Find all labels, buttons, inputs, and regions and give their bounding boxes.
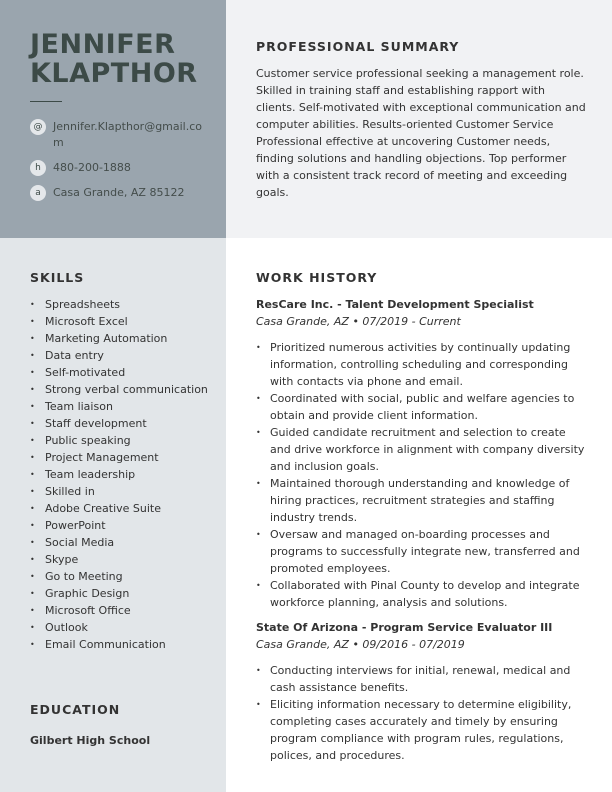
skill-item: • Graphic Design xyxy=(30,585,210,602)
phone-icon: h xyxy=(30,160,46,176)
job-bullets xyxy=(256,339,586,611)
address-text: Casa Grande, AZ 85122 xyxy=(53,186,185,199)
first-name: JENNIFER xyxy=(30,29,176,60)
skill-item: • Public speaking xyxy=(30,432,210,449)
name-divider xyxy=(30,101,62,102)
skill-item: • Data entry xyxy=(30,347,210,364)
contact-address xyxy=(30,185,206,201)
contact-phone[interactable] xyxy=(30,160,206,176)
skill-item: • Adobe Creative Suite xyxy=(30,500,210,517)
job-bullet: • Oversaw and managed on-boarding processes and programs to successfully integrate new, transferred and promoted employees. xyxy=(256,526,586,577)
job-bullet: • Prioritized numerous activities by continually updating information, controlling scheduling and corresponding with contacts via phone and email. xyxy=(256,339,586,390)
job-bullet: • Guided candidate recruitment and selection to create and drive workforce in alignment with company diversity and inclusion goals. xyxy=(256,424,586,475)
skill-item: • Spreadsheets xyxy=(30,296,210,313)
job-bullet: • Coordinated with social, public and welfare agencies to obtain and provide client information. xyxy=(256,390,586,424)
education-heading: EDUCATION xyxy=(30,702,121,717)
job-location-dates: Casa Grande, AZ • 09/2016 - 07/2019 xyxy=(256,638,465,651)
skill-item: • Project Management xyxy=(30,449,210,466)
job-entry xyxy=(256,619,586,764)
email-text[interactable]: Jennifer.Klapthor@gmail.com xyxy=(53,120,203,149)
job-bullet: • Maintained thorough understanding and knowledge of hiring practices, recruitment strategies and staffing industry trends. xyxy=(256,475,586,526)
job-bullet: • Collaborated with Pinal County to develop and integrate workforce planning, analysis and solutions. xyxy=(256,577,586,611)
skill-item: • Team liaison xyxy=(30,398,210,415)
skill-item: • Staff development xyxy=(30,415,210,432)
skill-item: • Go to Meeting xyxy=(30,568,210,585)
summary-text: Customer service professional seeking a management role. Skilled in training staff and establishing rapport with clients. Self-motivated with exceptional communication and computer abilities. Results-oriented Customer Service Professional effective at uncovering Customer needs, finding solutions and handling objections. Top performer with a consistent track record of meeting and exceeding goals. xyxy=(256,67,586,199)
phone-text[interactable]: 480-200-1888 xyxy=(53,161,131,174)
skill-item: • Skype xyxy=(30,551,210,568)
skill-item: • Social Media xyxy=(30,534,210,551)
skills-heading: SKILLS xyxy=(30,270,85,285)
address-icon: a xyxy=(30,185,46,201)
skill-item: • Skilled in xyxy=(30,483,210,500)
job-entry xyxy=(256,296,586,611)
skill-item: • Microsoft Excel xyxy=(30,313,210,330)
contact-email[interactable] xyxy=(30,119,206,151)
skill-item: • Microsoft Office xyxy=(30,602,210,619)
skill-item: • Team leadership xyxy=(30,466,210,483)
school-name: Gilbert High School xyxy=(30,734,151,747)
job-bullets xyxy=(256,662,586,764)
job-bullet: • Conducting interviews for initial, renewal, medical and cash assistance benefits. xyxy=(256,662,586,696)
skill-item: • Marketing Automation xyxy=(30,330,210,347)
contact-info xyxy=(30,119,206,210)
job-title: ResCare Inc. - Talent Development Specialist xyxy=(256,298,534,311)
job-title: State Of Arizona - Program Service Evaluator III xyxy=(256,621,553,634)
email-icon: @ xyxy=(30,119,46,135)
job-bullet: • Eliciting information necessary to determine eligibility, completing cases accurately and timely by ensuring program compliance with program rules, regulations, polices, and procedures. xyxy=(256,696,586,764)
skills-list xyxy=(30,296,210,653)
work-history-heading: WORK HISTORY xyxy=(256,270,378,285)
summary-heading: PROFESSIONAL SUMMARY xyxy=(256,39,460,54)
candidate-name xyxy=(30,30,198,88)
job-location-dates: Casa Grande, AZ • 07/2019 - Current xyxy=(256,315,461,328)
skill-item: • Email Communication xyxy=(30,636,210,653)
skill-item: • PowerPoint xyxy=(30,517,210,534)
skill-item: • Self-motivated xyxy=(30,364,210,381)
skill-item: • Outlook xyxy=(30,619,210,636)
last-name: KLAPTHOR xyxy=(30,58,198,89)
skill-item: • Strong verbal communication xyxy=(30,381,210,398)
